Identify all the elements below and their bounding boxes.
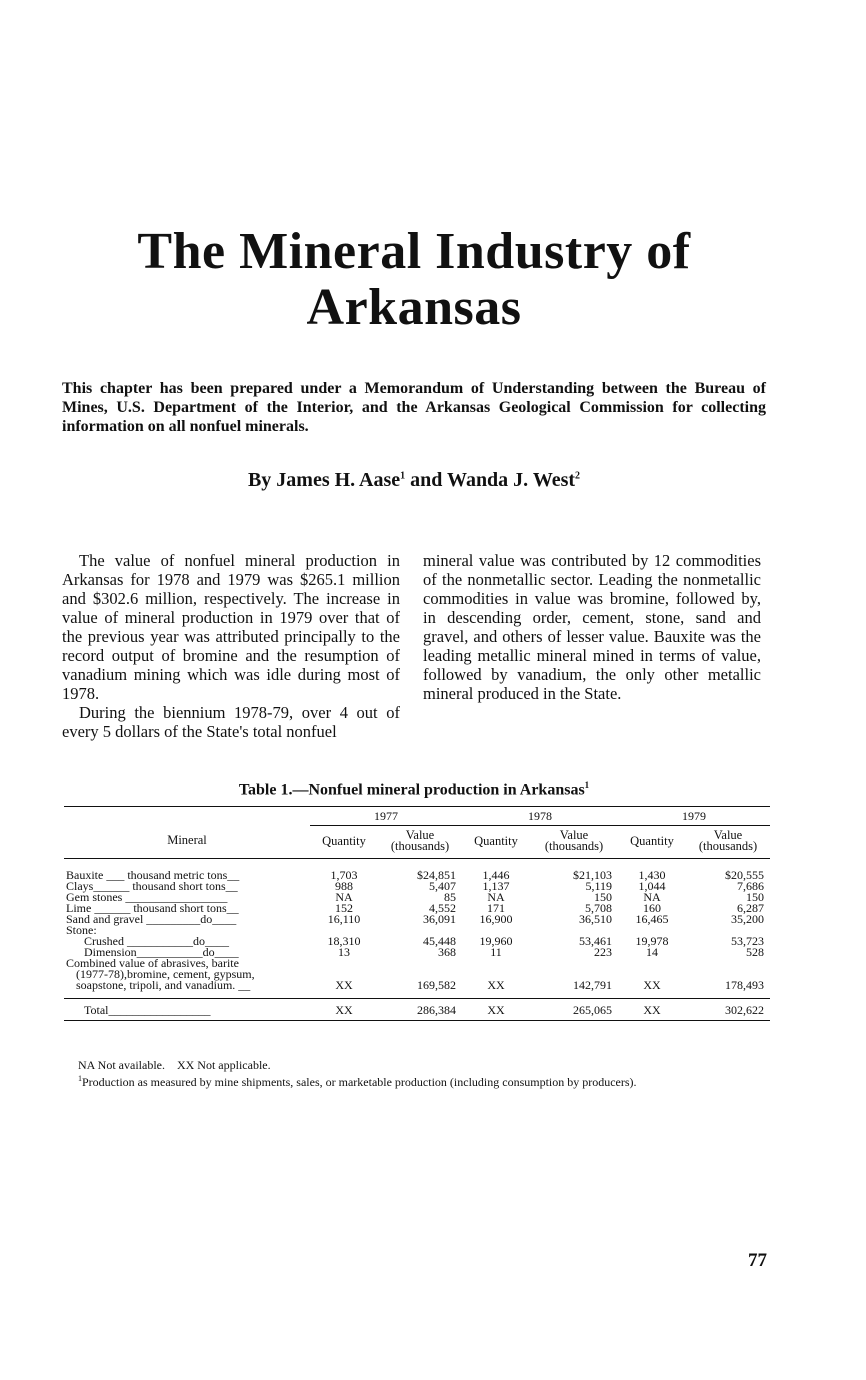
- table-row: [64, 980, 770, 991]
- quantity-cell: XX: [618, 999, 686, 1021]
- empty-cell: [310, 958, 770, 969]
- byline: [0, 469, 828, 492]
- value-cell: 7,686: [737, 879, 764, 893]
- quantity-cell: 171: [487, 901, 505, 915]
- value-cell: 223: [594, 945, 612, 959]
- value-cell: 6,287: [737, 901, 764, 915]
- year-header: 1979: [618, 807, 770, 826]
- byline-sup-1: 1: [400, 470, 406, 482]
- value-cell: 53,461: [579, 934, 612, 948]
- mineral-cell: Lime ______ thousand short tons__: [66, 901, 239, 915]
- mineral-header: Mineral: [64, 826, 310, 859]
- value-cell: 150: [746, 890, 764, 904]
- quantity-cell: 13: [338, 945, 350, 959]
- value-cell: $21,103: [573, 868, 612, 882]
- value-cell: $24,851: [417, 868, 456, 882]
- table-caption-sup: 1: [584, 780, 590, 790]
- value-header: Value (thousands): [686, 826, 770, 859]
- value-cell: 528: [746, 945, 764, 959]
- year-header: 1977: [310, 807, 462, 826]
- table-caption: [0, 780, 828, 799]
- value-cell: $20,555: [725, 868, 764, 882]
- value-cell: 5,708: [585, 901, 612, 915]
- quantity-header: Quantity: [462, 826, 530, 859]
- quantity-cell: XX: [310, 999, 378, 1021]
- quantity-header: Quantity: [310, 826, 378, 859]
- value-header: Value (thousands): [378, 826, 462, 859]
- title-line-1: The Mineral Industry of: [137, 223, 691, 280]
- quantity-cell: 988: [335, 879, 353, 893]
- production-table: [64, 806, 770, 1021]
- body-paragraph: During the biennium 1978-79, over 4 out of every 5 dollars of the State's total nonfuel: [62, 703, 400, 741]
- value-cell: 53,723: [731, 934, 764, 948]
- value-cell: 5,407: [429, 879, 456, 893]
- empty-cell: [310, 925, 770, 936]
- body-paragraph: The value of nonfuel mineral production in Arkansas for 1978 and 1979 was $265.1 million and $302.6 million, respectively. The increase in value of mineral production in 1979 over that of the previous year was attributed principally to the record output of bromine and the resumption of vanadium mining which was idle during most of 1978.: [62, 551, 400, 703]
- title-line-2: Arkansas: [306, 279, 522, 336]
- production-table-wrapper: [64, 806, 770, 1021]
- value-cell: 45,448: [423, 934, 456, 948]
- quantity-cell: 14: [646, 945, 658, 959]
- year-header: 1978: [462, 807, 618, 826]
- quantity-cell: XX: [643, 978, 661, 992]
- year-header-row: [64, 807, 770, 826]
- value-cell: 169,582: [417, 978, 456, 992]
- combined-label-line: soapstone, tripoli, and vanadium. __: [76, 978, 251, 992]
- quantity-cell: NA: [487, 890, 505, 904]
- value-cell: 4,552: [429, 901, 456, 915]
- combined-label-line: Combined value of abrasives, barite: [66, 956, 239, 970]
- quantity-cell: 1,137: [482, 879, 510, 893]
- mineral-cell: Bauxite ___ thousand metric tons__: [66, 868, 240, 882]
- quantity-cell: 1,703: [330, 868, 358, 882]
- mineral-cell: Clays______ thousand short tons__: [66, 879, 238, 893]
- memorandum-note: This chapter has been prepared under a Memorandum of Understanding between the Bureau of Mines, U.S. Department of the Interior, and the Arkansas Geological Commission for collecting information on all nonfuel minerals.: [62, 380, 766, 435]
- value-cell: 142,791: [573, 978, 612, 992]
- blank-header: [64, 807, 310, 826]
- quantity-cell: 11: [490, 945, 502, 959]
- value-cell: 36,510: [579, 912, 612, 926]
- quantity-cell: 19,978: [635, 934, 669, 948]
- value-cell: 150: [594, 890, 612, 904]
- value-cell: 368: [438, 945, 456, 959]
- quantity-cell: 19,960: [479, 934, 513, 948]
- mineral-cell: Stone:: [66, 923, 97, 937]
- quantity-cell: 16,110: [327, 912, 361, 926]
- empty-cell: [310, 969, 770, 980]
- value-cell: 85: [444, 890, 456, 904]
- total-label: Total_________________: [64, 999, 310, 1021]
- value-cell: 5,119: [585, 879, 612, 893]
- quantity-cell: 1,446: [482, 868, 510, 882]
- value-cell: 302,622: [686, 999, 770, 1021]
- value-cell: 178,493: [725, 978, 764, 992]
- mineral-cell: Crushed ___________do____: [84, 934, 229, 948]
- body-column-right: [423, 551, 761, 703]
- value-header: Value (thousands): [530, 826, 618, 859]
- quantity-cell: 152: [335, 901, 353, 915]
- column-header-row: [64, 826, 770, 859]
- footnote-abbreviations: NA Not available. XX Not applicable.: [78, 1058, 271, 1072]
- quantity-cell: 1,430: [638, 868, 666, 882]
- quantity-header: Quantity: [618, 826, 686, 859]
- byline-author-2: and Wanda J. West: [405, 469, 576, 491]
- table-caption-text: Table 1.—Nonfuel mineral production in Arkansas: [238, 781, 585, 799]
- combined-label-line: (1977-78),bromine, cement, gypsum,: [76, 967, 255, 981]
- mineral-cell: Sand and gravel _________do____: [66, 912, 237, 926]
- mineral-cell: Dimension___________do____: [84, 945, 239, 959]
- quantity-cell: 160: [643, 901, 661, 915]
- quantity-cell: XX: [335, 978, 353, 992]
- footnote-1: $^1$Production as measured by mine shipments, sales, or marketable production (including consumption by producers).: [78, 1074, 637, 1089]
- quantity-cell: NA: [335, 890, 353, 904]
- quantity-cell: 16,900: [479, 912, 513, 926]
- quantity-cell: XX: [487, 978, 505, 992]
- quantity-cell: NA: [643, 890, 661, 904]
- table-footnotes: [78, 1058, 637, 1089]
- body-column-left: [62, 551, 400, 741]
- table-row: [64, 914, 770, 925]
- value-cell: 36,091: [423, 912, 456, 926]
- byline-author-1: By James H. Aase: [247, 469, 401, 491]
- body-paragraph: mineral value was contributed by 12 commodities of the nonmetallic sector. Leading the nonmetallic commodities in value was bromine, followed by, in descending order, cement, stone, sand and gravel, and others of lesser value. Bauxite was the leading metallic mineral mined in terms of value, followed by vanadium, the only other metallic mineral produced in the State.: [423, 551, 761, 703]
- quantity-cell: 18,310: [327, 934, 361, 948]
- value-cell: 35,200: [731, 912, 764, 926]
- table-row: [64, 859, 770, 882]
- total-row: [64, 999, 770, 1021]
- page-number: 77: [748, 1250, 767, 1271]
- quantity-cell: 16,465: [635, 912, 669, 926]
- value-cell: 265,065: [530, 999, 618, 1021]
- mineral-cell: Gem stones _________________: [66, 890, 228, 904]
- spacer-row: [64, 991, 770, 999]
- byline-sup-2: 2: [575, 470, 581, 482]
- quantity-cell: XX: [462, 999, 530, 1021]
- value-cell: 286,384: [378, 999, 462, 1021]
- quantity-cell: 1,044: [638, 879, 666, 893]
- page-title: [0, 224, 828, 336]
